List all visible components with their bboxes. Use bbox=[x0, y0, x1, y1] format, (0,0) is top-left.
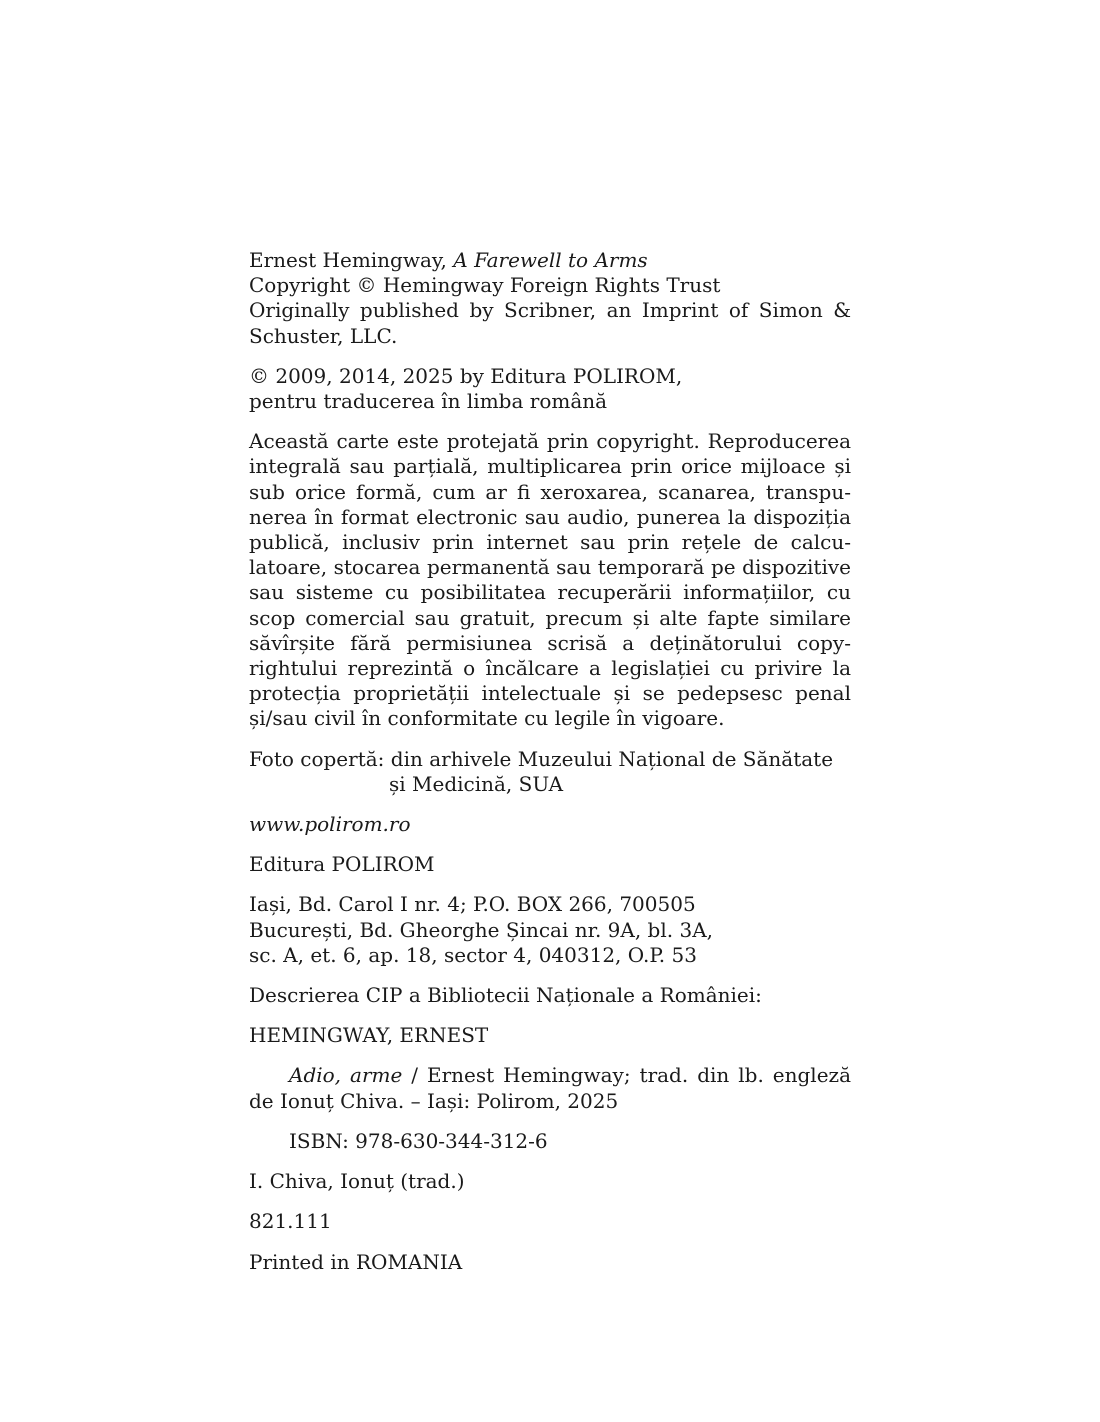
publisher-name bbox=[249, 852, 851, 877]
cip-heading bbox=[249, 983, 851, 1008]
contributor-text: I. Chiva, Ionuț (trad.) bbox=[249, 1169, 465, 1194]
publisher-address-line3: sc. A, et. 6, ap. 18, sector 4, 040312, O.P. 53 bbox=[249, 942, 697, 967]
classification-text: 821.111 bbox=[249, 1209, 332, 1234]
cip-heading-text: Descrierea CIP a Bibliotecii Naționale a României: bbox=[249, 983, 762, 1008]
credits-title-line bbox=[249, 248, 851, 273]
credits-block bbox=[249, 248, 851, 349]
isbn-text: ISBN: 978-630-344-312-6 bbox=[289, 1128, 548, 1153]
publisher-address bbox=[249, 892, 851, 968]
legal-notice: Această carte este protejată prin copyright. Reproducerea integrală sau parțială, multiplicarea prin orice mijloace și sub orice formă, cum ar fi xeroxarea, scanarea, transpunerea în format electronic sau audio, punerea la dispoziția publică, inclusiv prin internet sau prin rețele de calculatoare, stocarea permanentă sau temporară pe dispozitive sau sisteme cu posibilitatea recuperării informațiilor, cu scop comercial sau gratuit, precum și alte fapte similare săvîrșite fără permisiunea scrisă a deținătorului copyrightului reprezintă o încălcare a legislației cu privire la protecția proprietății intelectuale și se pedepsesc penal și/sau civil în conformitate cu legile în vigoare. bbox=[249, 429, 851, 731]
cip-title: Adio, arme bbox=[289, 1063, 403, 1088]
publisher-address-line2: București, Bd. Gheorghe Șincai nr. 9A, bl. 3A, bbox=[249, 917, 713, 942]
printed-in bbox=[249, 1250, 851, 1275]
cip-author-text: HEMINGWAY, ERNEST bbox=[249, 1023, 489, 1048]
cover-photo-label: Foto copertă: bbox=[249, 746, 391, 771]
cip-description bbox=[249, 1063, 851, 1113]
original-title: A Farewell to Arms bbox=[453, 248, 648, 272]
published-by: Originally published by Scribner, an Imprint of Simon & Schuster, LLC. bbox=[249, 298, 851, 348]
translation-copyright bbox=[249, 364, 851, 414]
copyright-line: Copyright © Hemingway Foreign Rights Trust bbox=[249, 273, 721, 298]
cover-photo-line2: și Medicină, SUA bbox=[389, 771, 564, 796]
cip-isbn bbox=[249, 1129, 851, 1154]
publisher-address-line1: Iași, Bd. Carol I nr. 4; P.O. BOX 266, 700505 bbox=[249, 892, 696, 917]
website-link[interactable]: www.polirom.ro bbox=[249, 812, 411, 837]
cover-photo-source: din arhivele Muzeului Național de Sănătate bbox=[390, 746, 834, 771]
cip-author bbox=[249, 1023, 851, 1048]
cover-photo-line1 bbox=[249, 747, 851, 772]
cip-description-text: / Ernest Hemingway; trad. din lb. engleză de Ionuț Chiva. – Iași: Polirom, 2025 bbox=[249, 1063, 851, 1113]
translation-copyright-line1: © 2009, 2014, 2025 by Editura POLIROM, bbox=[249, 363, 683, 388]
cover-photo-credit bbox=[249, 747, 851, 797]
translation-copyright-line2: pentru traducerea în limba română bbox=[249, 389, 608, 414]
colophon bbox=[249, 248, 851, 1275]
printed-in-text: Printed in ROMANIA bbox=[249, 1249, 463, 1274]
author-prefix: Ernest Hemingway, bbox=[249, 248, 454, 272]
publisher-name-text: Editura POLIROM bbox=[249, 852, 435, 877]
website-line bbox=[249, 812, 851, 837]
cip-contributor bbox=[249, 1169, 851, 1194]
cip-classification bbox=[249, 1209, 851, 1234]
